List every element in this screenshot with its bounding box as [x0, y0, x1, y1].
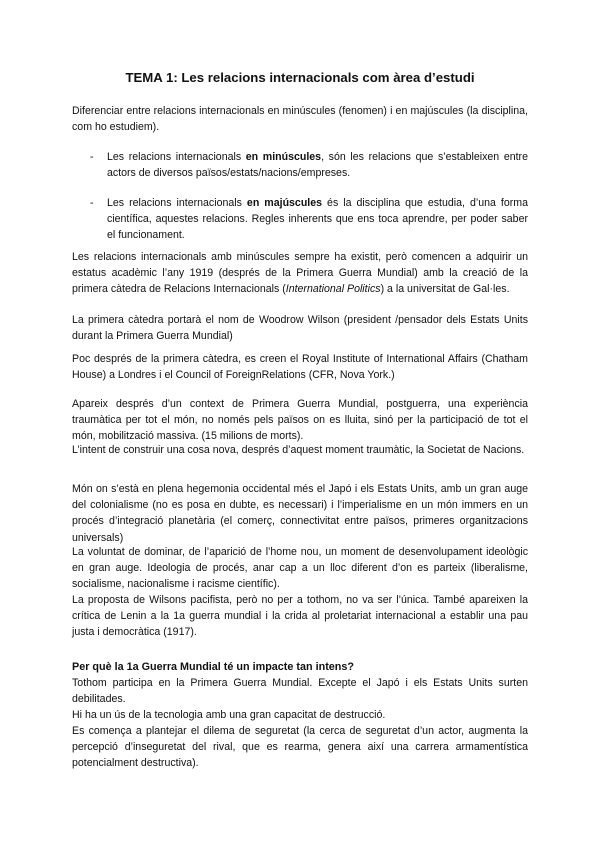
paragraph-wilson-chair: La primera càtedra portarà el nom de Woodrow Wilson (president /pensador dels Estats Units durant la Primera Guerra Mundial): [72, 314, 528, 343]
bullet-bold-term: en majúscules: [246, 197, 323, 209]
intro-paragraph: Diferenciar entre relacions internacionals en minúscules (fenomen) i en majúscules (la disciplina, com ho estudiem).: [72, 105, 528, 134]
bullet-item-lowercase: [107, 149, 528, 181]
bullet-dash: -: [90, 197, 94, 209]
paragraph-wilson-lenin: La proposta de Wilsons pacifista, però no per a tothom, no va ser l’única. També apareixen la crítica de Lenin a la 1a guerra mundial i la crida al proletariat internacional a establir una pau justa i democràtica (1917).: [72, 594, 528, 639]
section-heading: Per què la 1a Guerra Mundial té un impacte tan intens?: [72, 661, 354, 673]
paragraph-security-dilemma: Es comença a plantejar el dilema de seguretat (la cerca de seguretat d’un actor, augmenta la percepció d’inseguretat del rival, que es rearma, genera així una carrera armamentística potencialment destructiva).: [72, 725, 528, 770]
paragraph-technology: Hi ha un ús de la tecnologia amb una gran capacitat de destrucció.: [72, 709, 386, 721]
paragraph-institutes: Poc després de la primera càtedra, es creen el Royal Institute of International Affairs (Chatham House) a Londres i el Council of ForeignRelations (CFR, Nova York.): [72, 353, 528, 382]
paragraph-text: ) a la universitat de Gal·les.: [380, 283, 510, 296]
bullet-dash: -: [90, 151, 94, 163]
paragraph-ideology: La voluntat de dominar, de l’aparició de l’home nou, un moment de desenvolupament ideològic en gran auge. Ideologia de procés, anar cap a un lloc diferent d’on es parteix (liberalisme, socialisme, nacionalisme i racisme científic).: [72, 546, 528, 591]
bullet-text: és la disciplina que estudia, d’una forma científica, aquestes relacions. Regles inherents que ens toca aprendre, per poder saber el funcionament.: [107, 197, 528, 242]
paragraph-participation: Tothom participa en la Primera Guerra Mundial. Excepte el Japó i els Estats Units surten debilitades.: [72, 677, 528, 706]
paragraph-italic-term: International Politics: [285, 283, 381, 296]
bullet-text: Les relacions internacionals: [107, 197, 247, 209]
bullet-item-uppercase: [107, 195, 528, 244]
page-title: TEMA 1: Les relacions internacionals com àrea d’estudi: [125, 70, 475, 85]
paragraph-origins: [72, 249, 528, 298]
paragraph-hegemony: Món on s’està en plena hegemonia occidental més el Japó i els Estats Units, amb un gran auge del colonialisme (no es posa en dubte, es necessari) i l’imperialisme en un món immers en un procés d’integració planetària (el comerç, connectivitat entre països, primeres organitzacions universals): [72, 483, 528, 544]
bullet-bold-term: en minúscules: [245, 151, 322, 163]
paragraph-league-of-nations: L’intent de construir una cosa nova, després d’aquest moment traumàtic, la Societat de Nacions.: [72, 444, 525, 456]
bullet-text: , són les relacions que s’estableixen entre actors de diversos països/estats/nacions/empreses.: [107, 151, 528, 180]
bullet-text: Les relacions internacionals: [107, 151, 246, 163]
paragraph-context: Apareix després d’un context de Primera Guerra Mundial, postguerra, una experiència traumàtica per tot el món, no només pels països on es lluita, sinó per la participació de tot el món, mobilització massiva. (15 milions de morts).: [72, 398, 528, 443]
paragraph-text: Les relacions internacionals amb minúscules sempre ha existit, però comencen a adquirir un estatus acadèmic l’any 1919 (després de la Primera Guerra Mundial) amb la creació de la primera càtedra de Relacions Internacionals (: [72, 251, 528, 296]
